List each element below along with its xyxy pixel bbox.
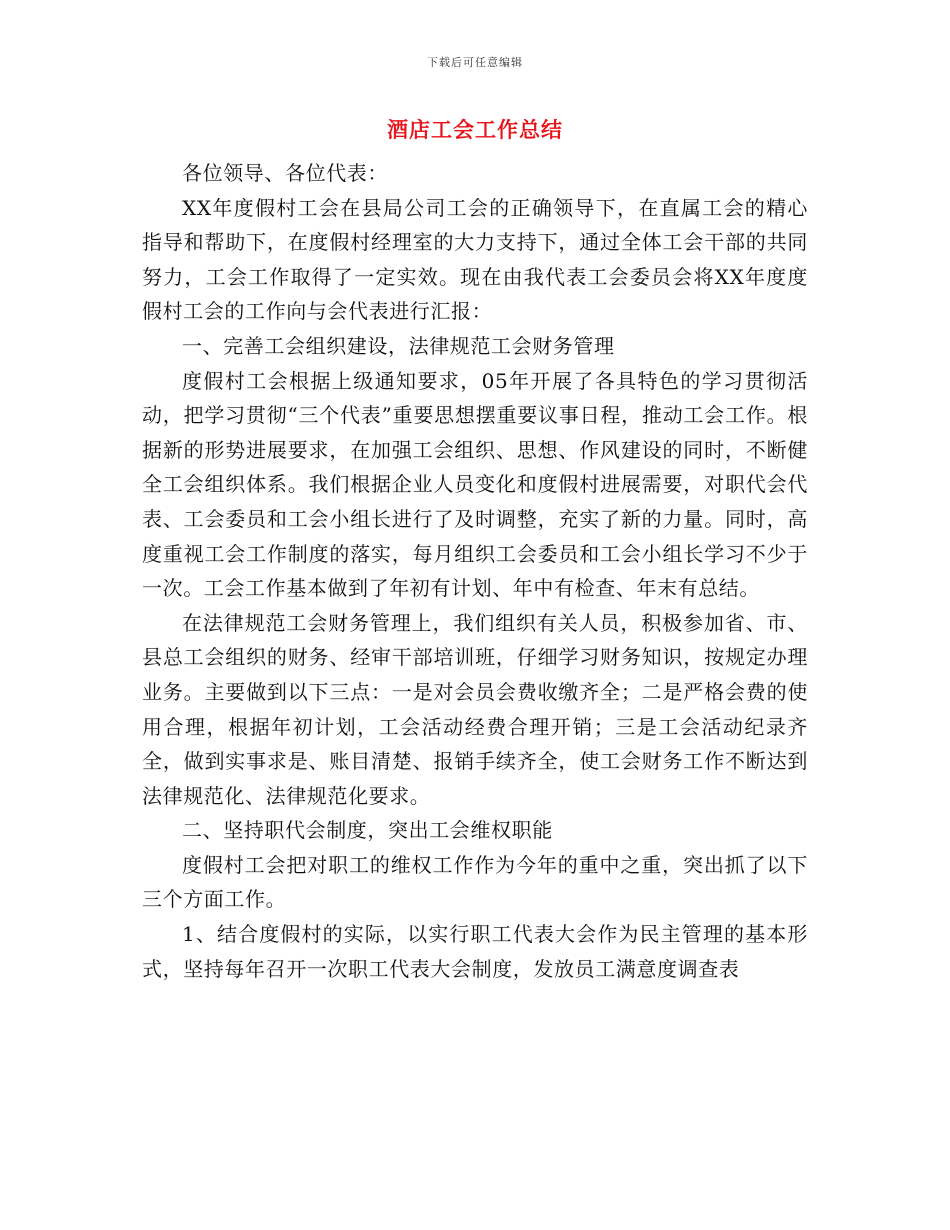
document-body — [142, 156, 808, 986]
paragraph-intro: XX年度假村工会在县局公司工会的正确领导下，在直属工会的精心指导和帮助下，在度假村经理室的大力支持下，通过全体工会干部的共同努力，工会工作取得了一定实效。现在由我代表工会委员会将XX年度度假村工会的工作向与会代表进行汇报： — [142, 195, 808, 324]
header-note: 下载后可任意编辑 — [427, 56, 523, 69]
paragraph: 1、结合度假村的实际，以实行职工代表大会作为民主管理的基本形式，坚持每年召开一次职工代表大会制度，发放员工满意度调查表 — [142, 922, 808, 981]
paragraph-salutation: 各位领导、各位代表： — [182, 161, 388, 185]
section-heading-2: 二、坚持职代会制度，突出工会维权职能 — [182, 818, 553, 843]
paragraph: 在法律规范工会财务管理上，我们组织有关人员，积极参加省、市、县总工会组织的财务、经审干部培训班，仔细学习财务知识，按规定办理业务。主要做到以下三点：一是对会员会费收缴齐全；二是严格会费的使用合理，根据年初计划，工会活动经费合理开销；三是工会活动纪录齐全，做到实事求是、账目清楚、报销手续齐全，使工会财务工作不断达到法律规范化、法律规范化要求。 — [142, 610, 808, 808]
document-title: 酒店工会工作总结 — [387, 117, 563, 142]
paragraph: 度假村工会根据上级通知要求，05年开展了各具特色的学习贯彻活动，把学习贯彻“三个代表”重要思想摆重要议事日程，推动工会工作。根据新的形势进展要求，在加强工会组织、思想、作风建设的同时，不断健全工会组织体系。我们根据企业人员变化和度假村进展需要，对职代会代表、工会委员和工会小组长进行了及时调整，充实了新的力量。同时，高度重视工会工作制度的落实，每月组织工会委员和工会小组长学习不少于一次。工会工作基本做到了年初有计划、年中有检查、年末有总结。 — [142, 368, 808, 601]
section-heading-1: 一、完善工会组织建设，法律规范工会财务管理 — [182, 333, 615, 358]
paragraph: 度假村工会把对职工的维权工作作为今年的重中之重，突出抓了以下三个方面工作。 — [142, 852, 808, 912]
